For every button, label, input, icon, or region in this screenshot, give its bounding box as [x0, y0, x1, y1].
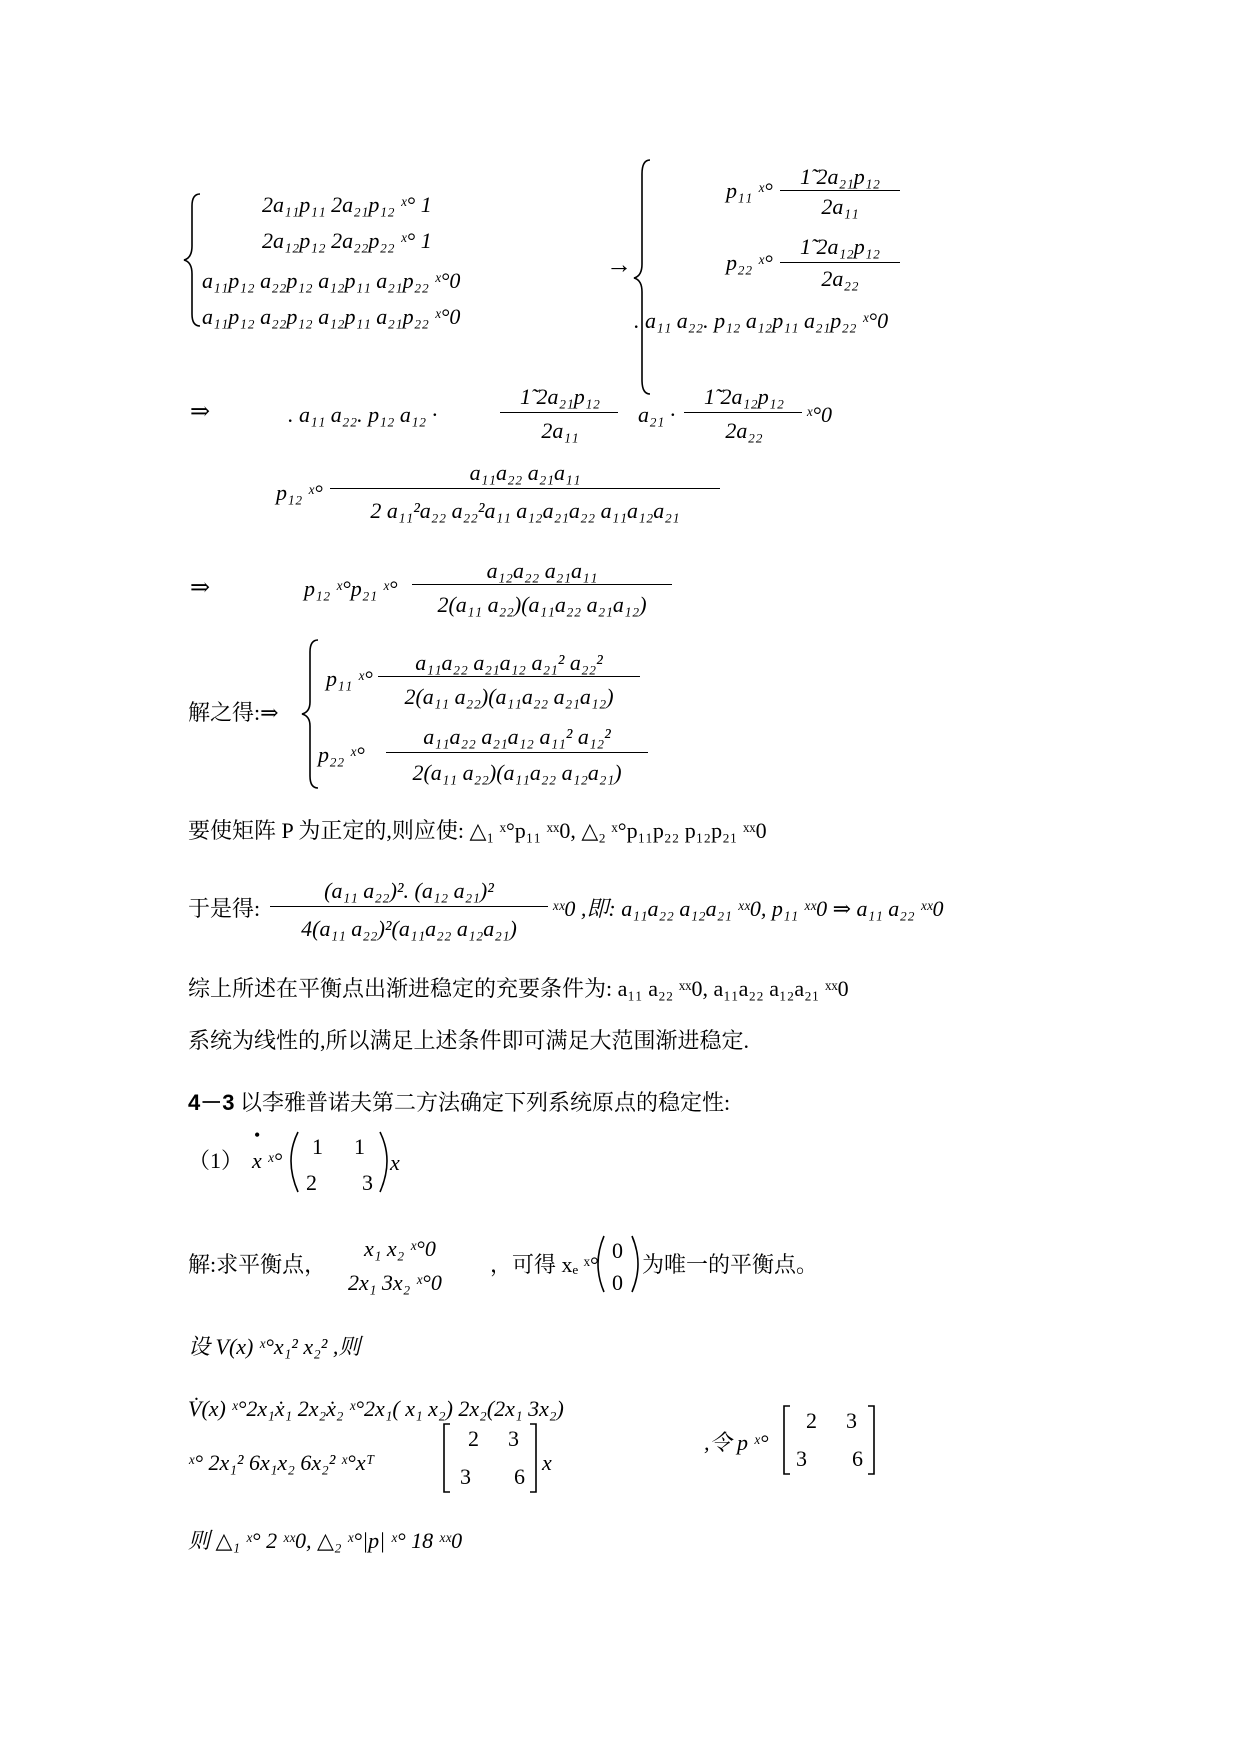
- dot-accent: •: [254, 1125, 261, 1145]
- implies2-denominator: 2(a₁₁ a₂₂)(a₁₁a₂₂ a₂₁a₁₂): [437, 592, 647, 617]
- p22-denominator: 2a₂₂: [821, 266, 859, 291]
- sol-row2: 2x₁ 3x₂ ˣ°0: [348, 1270, 442, 1295]
- summary-line: 综上所述在平衡点出渐进稳定的充要条件为: a₁₁ a₂₂ ˣˣ0, a₁₁a₂₂ a₁₂a₂₁ ˣˣ0: [188, 976, 849, 1001]
- implies1-prefix: . a₁₁ a₂₂. p₁₂ a₁₂ ·: [288, 402, 438, 427]
- p22-lhs: p₂₂ ˣ°: [318, 742, 365, 767]
- p11-lhs: p₁₁ ˣ°: [326, 666, 373, 691]
- p11-numerator: a₁₁a₂₂ a₂₁a₁₂ a₂₁² a₂₂²: [415, 650, 603, 675]
- matrix-entry: 1: [312, 1134, 323, 1159]
- frac2-numerator: 1̃ 2a₁₂p₁₂: [703, 384, 785, 409]
- sys2-line3: . a₁₁ a₂₂. p₁₂ a₁₂p₁₁ a₂₁p₂₂ ˣ°0: [634, 308, 889, 333]
- p12-numerator: a₁₁a₂₂ a₂₁a₁₁: [469, 460, 581, 485]
- matrix-entry: 3: [508, 1426, 519, 1451]
- yushi-numerator: (a₁₁ a₂₂)². (a₁₂ a₂₁)²: [324, 878, 494, 903]
- matrix-entry: 3: [846, 1408, 857, 1433]
- solve-label: 解之得:⇒: [188, 700, 279, 725]
- final-condition: 则 △₁ ˣ° 2 ˣˣ0, △₂ ˣ°|p| ˣ° 18 ˣˣ0: [188, 1528, 463, 1553]
- implies-symbol: ⇒: [190, 575, 211, 601]
- p11-denominator: 2(a₁₁ a₂₂)(a₁₁a₂₂ a₂₁a₁₂): [404, 684, 614, 709]
- sol-row1: x₁ x₂ ˣ°0: [364, 1236, 436, 1261]
- problem-number: 4－3: [188, 1090, 235, 1115]
- matrix-entry: 2: [468, 1426, 479, 1451]
- implies-symbol: ⇒: [190, 399, 211, 425]
- p22-lhs: p₂₂ ˣ°: [726, 250, 773, 275]
- p22-numerator: a₁₁a₂₂ a₂₁a₁₂ a₁₁² a₁₂²: [423, 724, 611, 749]
- matrix-entry: 2: [806, 1408, 817, 1433]
- p22-denominator: 2(a₁₁ a₂₂)(a₁₁a₂₂ a₁₂a₂₁): [412, 760, 622, 785]
- vector-entry: 0: [612, 1238, 623, 1263]
- p11-denominator: 2a₁₁: [821, 194, 859, 219]
- problem-text: 以李雅普诺夫第二方法确定下列系统原点的稳定性:: [239, 1090, 731, 1115]
- eq2-line: 2a₁₂p₁₂ 2a₂₂p₂₂ ˣ° 1: [262, 228, 432, 253]
- p12-lhs: p₁₂ ˣ°: [276, 480, 323, 505]
- eq1-line: 2a₁₁p₁₁ 2a₂₁p₁₂ ˣ° 1: [262, 192, 432, 217]
- matrix-entry: 6: [852, 1446, 863, 1471]
- yushi-prefix: 于是得:: [188, 896, 261, 921]
- frac2-denominator: 2a₂₂: [725, 418, 763, 443]
- eq4-line: a₁₁p₁₂ a₂₂p₁₂ a₁₂p₁₁ a₂₁p₂₂ ˣ°0: [202, 304, 461, 329]
- vdot-line-1: V̇(x) ˣ°2x₁ẋ₁ 2x₂ẋ₂ ˣ°2x₁( x₁ x₂) 2x₂(2x₁ 3x₂): [188, 1396, 564, 1421]
- vector-entry: 0: [612, 1270, 623, 1295]
- frac1-numerator: 1̃ 2a₂₁p₁₂: [519, 384, 601, 409]
- matrix-entry: 3: [460, 1464, 471, 1489]
- matrix-entry: 1: [354, 1134, 365, 1159]
- lyapunov-function: 设 V(x) ˣ°x₁² x₂² ,则: [188, 1334, 361, 1359]
- yushi-post: ˣˣ0 ,即: a₁₁a₂₂ a₁₂a₂₁ ˣˣ0, p₁₁ ˣˣ0 ⇒ a₁₁ a₂₂ ˣˣ0: [552, 896, 944, 921]
- matrix-entry: 6: [514, 1464, 525, 1489]
- implies2-lhs: p₁₂ ˣ°p₂₁ ˣ°: [304, 576, 398, 601]
- matrix-entry: 3: [796, 1446, 807, 1471]
- sol-mid: ，可得 xₑ ˣ°: [490, 1252, 599, 1277]
- frac1-denominator: 2a₁₁: [541, 418, 579, 443]
- x-vector: x: [542, 1450, 552, 1475]
- p12-denominator: 2 a₁₁²a₂₂ a₂₂²a₁₁ a₁₂a₂₁a₂₂ a₁₁a₁₂a₂₁: [370, 498, 680, 523]
- yushi-denominator: 4(a₁₁ a₂₂)²(a₁₁a₂₂ a₁₂a₂₁): [301, 916, 517, 941]
- implies1-post: ˣ°0: [806, 402, 833, 427]
- matrix-entry: 3: [362, 1170, 373, 1195]
- positive-definite-condition: 要使矩阵 P 为正定的,则应使: △₁ ˣ°p₁₁ ˣˣ0, △₂ ˣ°p₁₁p₂₂ p₁₂p₂₁ ˣˣ0: [188, 818, 767, 843]
- eq-label: （1）: [188, 1148, 244, 1173]
- p11-numerator: 1̃ 2a₂₁p₁₂: [799, 164, 881, 189]
- p22-numerator: 1̃ 2a₁₂p₁₂: [799, 234, 881, 259]
- eq3-line: a₁₁p₁₂ a₂₂p₁₂ a₁₂p₁₁ a₂₁p₂₂ ˣ°0: [202, 268, 461, 293]
- p11-lhs: p₁₁ ˣ°: [726, 178, 773, 203]
- vdot2-prefix: ˣ° 2x₁² 6x₁x₂ 6x₂² ˣ°xᵀ: [188, 1450, 375, 1475]
- right-arrow: →: [606, 250, 632, 279]
- matrix-entry: 2: [306, 1170, 317, 1195]
- sol-post: 为唯一的平衡点。: [642, 1252, 819, 1277]
- implies2-numerator: a₁₂a₂₂ a₂₁a₁₁: [486, 558, 598, 583]
- x-vector: x: [390, 1150, 400, 1175]
- sol-prefix: 解:求平衡点，: [188, 1252, 327, 1277]
- linear-system-line: 系统为线性的,所以满足上述条件即可满足大范围渐进稳定.: [188, 1028, 750, 1053]
- xdot: x ˣ°: [252, 1148, 283, 1173]
- lingp-prefix: ,令 p ˣ°: [704, 1430, 769, 1455]
- implies1-mid: a₂₁ ·: [638, 402, 676, 427]
